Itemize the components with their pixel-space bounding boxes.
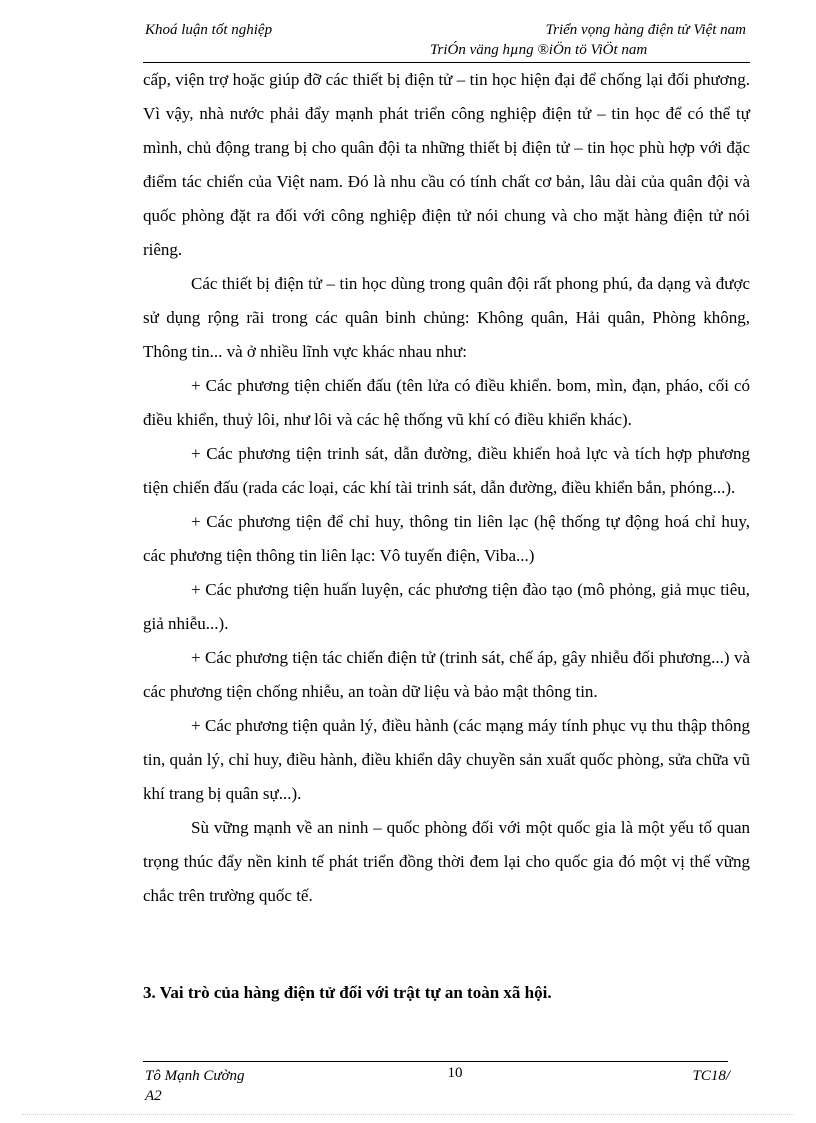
header-title-line-2: TriÓn väng hµng ®iÖn tö ViÖt nam (430, 42, 648, 58)
list-item-training-means: + Các phương tiện huấn luyện, các phương tiện đào tạo (mô phỏng, giả mục tiêu, giả nhiễu...). (143, 580, 750, 633)
footer-class-group: A2 (145, 1088, 162, 1104)
footer-rule (143, 1061, 728, 1062)
paragraph: Sù vững mạnh về an ninh – quốc phòng đối với một quốc gia là một yếu tố quan trọng thúc đẩy nền kinh tế phát triển đồng thời đem lại cho quốc gia đó một vị thế vững chắc trên trường quốc tế. (143, 818, 750, 905)
header-thesis-label: Khoá luận tốt nghiệp (145, 22, 273, 38)
page-bottom-border (22, 1114, 794, 1115)
paragraph-continuation: cấp, viện trợ hoặc giúp đỡ các thiết bị điện tử – tin học hiện đại để chống lại đối phương. Vì vậy, nhà nước phải đẩy mạnh phát triển công nghiệp điện tử – tin học để có thể tự mình, chủ động trang bị cho quân đội ta những thiết bị điện tử – tin học phù hợp với đặc điểm tác chiến của Việt nam. Đó là nhu cầu có tính chất cơ bản, lâu dài của quân đội và quốc phòng đặt ra đối với công nghiệp điện tử nói chung và cho mặt hàng điện tử nói riêng. (143, 70, 750, 259)
header-title-line-1: Triển vọng hàng điện tử Việt nam (545, 22, 746, 38)
list-item-electronic-warfare-means: + Các phương tiện tác chiến điện tử (trinh sát, chế áp, gây nhiễu đối phương...) và các phương tiện chống nhiễu, an toàn dữ liệu và bảo mật thông tin. (143, 648, 750, 701)
list-item-reconnaissance-means: + Các phương tiện trinh sát, dẫn đường, điều khiển hoả lực và tích hợp phương tiện chiến đấu (rada các loại, các khí tài trinh sát, dẫn đường, điều khiển bắn, phóng...). (143, 444, 750, 497)
paragraph: Các thiết bị điện tử – tin học dùng trong quân đội rất phong phú, đa dạng và được sử dụng rộng rãi trong các quân binh chủng: Không quân, Hải quân, Phòng không, Thông tin... và ở nhiều lĩnh vực khác nhau như: (143, 274, 750, 361)
section-heading: 3. Vai trò của hàng điện tử đối với trật tự an toàn xã hội. (143, 983, 552, 1002)
list-item-management-means: + Các phương tiện quản lý, điều hành (các mạng máy tính phục vụ thu thập thông tin, quản lý, chỉ huy, điều hành, điều khiển dây chuyền sản xuất quốc phòng, sửa chữa vũ khí trang bị quân sự...). (143, 716, 750, 803)
footer-author: Tô Mạnh Cường (145, 1068, 245, 1084)
page-number: 10 (447, 1065, 463, 1081)
footer-class-code: TC18/ (692, 1068, 730, 1084)
body-text (143, 63, 750, 913)
list-item-combat-means: + Các phương tiện chiến đấu (tên lửa có điều khiển. bom, mìn, đạn, pháo, cối có điều khiển, thuỷ lôi, như lôi và các hệ thống vũ khí có điều khiển khác). (143, 376, 750, 429)
header-title (430, 20, 746, 60)
list-item-command-means: + Các phương tiện để chỉ huy, thông tin liên lạc (hệ thống tự động hoá chỉ huy, các phương tiện thông tin liên lạc: Vô tuyến điện, Viba...) (143, 512, 750, 565)
